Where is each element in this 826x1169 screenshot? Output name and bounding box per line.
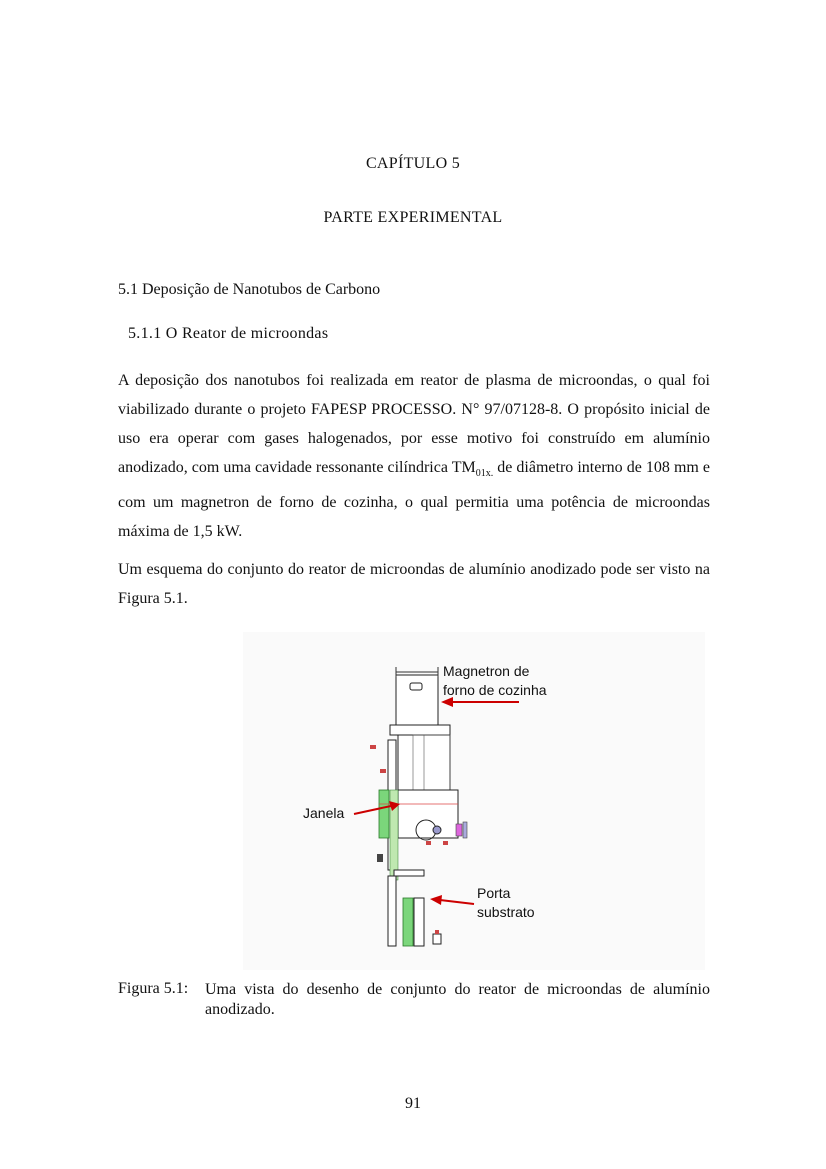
paragraph-1-text-a: A deposição dos nanotubos foi realizada em reator de plasma de microondas, o qual foi viabilizado durante o projeto FAPESP PROCESSO. N° 97/07128-8. O propósito inicial de uso era operar com gases halogenados, por esse motivo foi construído em alumínio anodizado, com uma cavidade ressonante cilíndrica TM xyxy=(118,372,710,476)
porta-arrowhead xyxy=(430,895,442,905)
reactor-drawing xyxy=(243,632,705,970)
chapter-heading: CAPÍTULO 5 xyxy=(365,155,461,172)
paragraph-2: Um esquema do conjunto do reator de microondas de alumínio anodizado pode ser visto na Figura 5.1. xyxy=(118,561,710,607)
subsection-heading: 5.1.1 O Reator de microondas xyxy=(128,325,329,342)
porta-arrow xyxy=(440,900,474,904)
label-porta-1: Porta xyxy=(477,885,511,901)
page-number: 91 xyxy=(405,1095,421,1112)
label-porta-2: substrato xyxy=(477,904,535,920)
paragraph-1 xyxy=(118,366,710,546)
paragraph-1-text-b: de diâmetro interno de 108 mm e com um magnetron de forno de cozinha, o qual permitia uma potência de microondas máxima de 1,5 kW. xyxy=(118,459,710,541)
section-heading: 5.1 Deposição de Nanotubos de Carbono xyxy=(118,281,381,298)
label-magnetron-1: Magnetron de xyxy=(443,663,530,679)
magnetron-arrowhead xyxy=(441,697,453,707)
paragraph-1-subscript: 01x. xyxy=(475,468,494,480)
figure-caption-text: Uma vista do desenho de conjunto do reator de microondas de alumínio anodizado. xyxy=(205,981,710,1018)
figure-caption-label: Figura 5.1: xyxy=(118,980,189,997)
part-title: PARTE EXPERIMENTAL xyxy=(323,209,503,226)
label-magnetron-2: forno de cozinha xyxy=(443,682,547,698)
label-janela: Janela xyxy=(303,805,345,821)
reactor-figure xyxy=(243,632,705,970)
